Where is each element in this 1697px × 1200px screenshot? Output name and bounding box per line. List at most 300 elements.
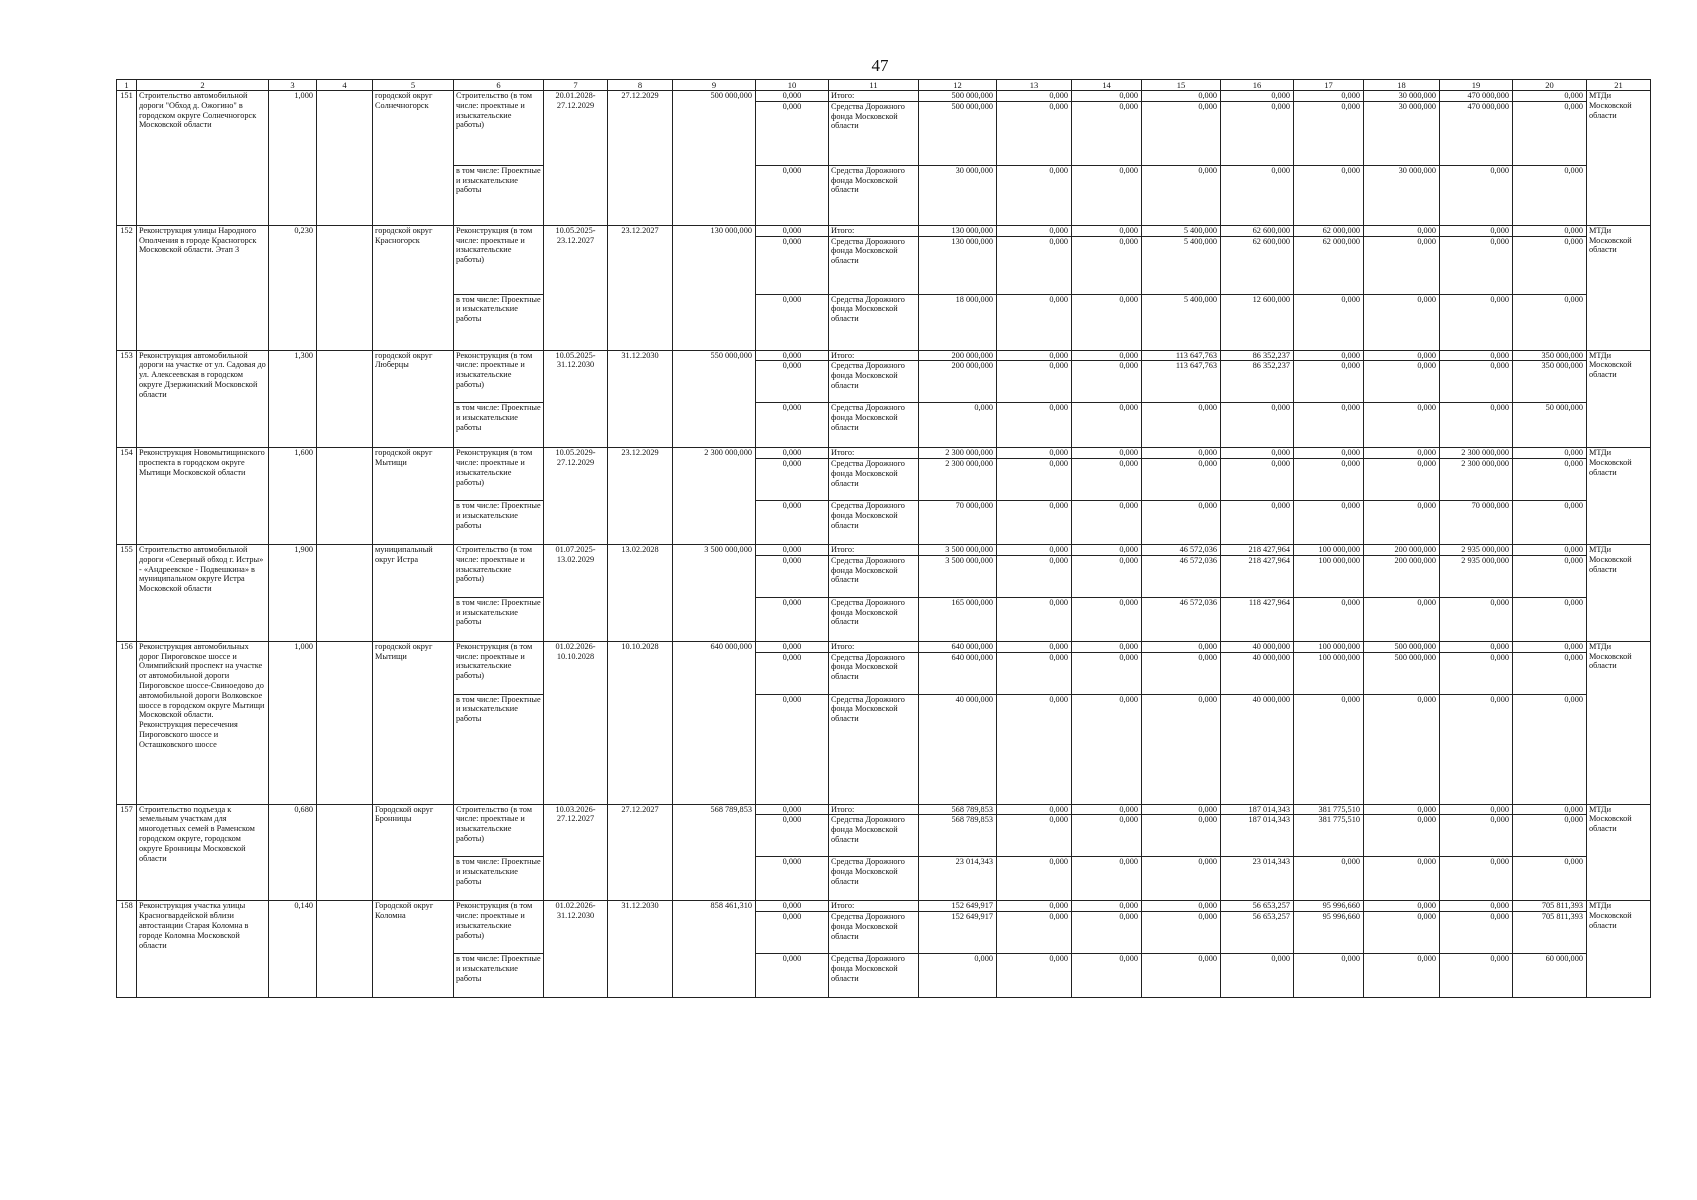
funding-amount: 0,000 (1221, 403, 1294, 448)
funding-amount: 0,000 (1364, 694, 1440, 804)
column-number-header: 5 (373, 80, 454, 91)
funding-amount: 0,000 (1142, 804, 1221, 815)
work-subtype: в том числе: Проектные и изыскательские работы (454, 501, 544, 545)
funding-amount: 0,000 (1513, 225, 1587, 236)
funding-amount: 381 775,510 (1294, 815, 1364, 857)
column-number-header: 11 (829, 80, 919, 91)
funding-amount: 0,000 (1440, 165, 1513, 225)
funding-amount: 0,000 (1364, 815, 1440, 857)
funding-source: Средства Дорожного фонда Московской области (829, 236, 919, 294)
funding-amount: 0,000 (1294, 597, 1364, 641)
funding-amount: 0,000 (997, 641, 1072, 652)
funding-amount: 500 000,000 (919, 91, 997, 102)
funding-amount: 62 600,000 (1221, 236, 1294, 294)
work-type: Строительство (в том числе: проектные и изыскательские работы) (454, 91, 544, 166)
funding-amount: 86 352,237 (1221, 361, 1294, 403)
work-type: Реконструкция (в том числе: проектные и изыскательские работы) (454, 448, 544, 501)
work-type: Реконструкция (в том числе: проектные и изыскательские работы) (454, 901, 544, 954)
funding-amount: 12 600,000 (1221, 294, 1294, 350)
funding-source: Средства Дорожного фонда Московской области (829, 361, 919, 403)
work-type: Строительство (в том числе: проектные и изыскательские работы) (454, 545, 544, 598)
funding-amount: 0,000 (919, 954, 997, 998)
table-row (117, 91, 1651, 102)
funding-amount: 200 000,000 (919, 361, 997, 403)
funding-amount: 0,000 (1294, 361, 1364, 403)
work-period: 01.02.2026-31.12.2030 (544, 901, 608, 998)
responsible-agency: МТДи Московской области (1587, 804, 1651, 901)
municipality: городской округ Солнечногорск (373, 91, 454, 226)
estimated-cost: 500 000,000 (673, 91, 756, 226)
object-name: Реконструкция автомобильных дорог Пироговское шоссе и Олимпийский проспект на участке от автомобильной дороги Пироговское шоссе-Свиноедово до автомобильной дороги Волковское шоссе в городском округе Мытищи Московской области. Реконструкция пересечения Пироговского шоссе и Осташковского шоссе (137, 641, 269, 804)
funding-amount: 118 427,964 (1221, 597, 1294, 641)
funding-amount: 56 653,257 (1221, 901, 1294, 912)
funding-amount: 0,000 (997, 459, 1072, 501)
work-type: Реконструкция (в том числе: проектные и изыскательские работы) (454, 225, 544, 294)
funding-amount: 0,000 (1513, 641, 1587, 652)
funding-amount: 0,000 (1142, 912, 1221, 954)
funding-amount: 0,000 (997, 501, 1072, 545)
funding-amount: 0,000 (1364, 501, 1440, 545)
funding-amount: 0,000 (1513, 91, 1587, 102)
funding-source: Средства Дорожного фонда Московской области (829, 459, 919, 501)
funding-amount: 0,000 (1072, 912, 1142, 954)
length-km: 1,000 (269, 91, 317, 226)
funding-amount: 40 000,000 (1221, 694, 1294, 804)
funding-amount: 0,000 (1513, 294, 1587, 350)
funding-amount: 0,000 (1072, 641, 1142, 652)
length-km: 1,900 (269, 545, 317, 642)
funding-amount: 568 789,853 (919, 804, 997, 815)
funding-amount: 0,000 (1440, 641, 1513, 652)
funding-amount: 2 300 000,000 (919, 459, 997, 501)
funding-amount: 0,000 (1142, 501, 1221, 545)
funding-amount: 0,000 (997, 545, 1072, 556)
funding-source: Средства Дорожного фонда Московской области (829, 857, 919, 901)
funding-amount: 0,000 (997, 165, 1072, 225)
length-km: 1,600 (269, 448, 317, 545)
completion-date: 27.12.2029 (608, 91, 673, 226)
funding-amount: 0,000 (1364, 448, 1440, 459)
column-number-header: 20 (1513, 80, 1587, 91)
funding-amount: 0,000 (1221, 501, 1294, 545)
completion-date: 13.02.2028 (608, 545, 673, 642)
funding-source: Средства Дорожного фонда Московской области (829, 165, 919, 225)
financed-before: 0,000 (756, 403, 829, 448)
row-number: 156 (117, 641, 137, 804)
responsible-agency: МТДи Московской области (1587, 91, 1651, 226)
funding-amount: 0,000 (1294, 459, 1364, 501)
funding-amount: 0,000 (997, 448, 1072, 459)
funding-amount: 40 000,000 (919, 694, 997, 804)
funding-amount: 0,000 (1364, 236, 1440, 294)
funding-amount: 0,000 (1072, 361, 1142, 403)
funding-amount: 500 000,000 (1364, 641, 1440, 652)
funding-source: Средства Дорожного фонда Московской области (829, 652, 919, 694)
funding-amount: 46 572,036 (1142, 597, 1221, 641)
responsible-agency: МТДи Московской области (1587, 225, 1651, 350)
funding-amount: 0,000 (997, 652, 1072, 694)
column-4-cell (317, 641, 373, 804)
funding-amount: 568 789,853 (919, 815, 997, 857)
funding-amount: 0,000 (1142, 448, 1221, 459)
municipality: городской округ Мытищи (373, 448, 454, 545)
column-number-header: 10 (756, 80, 829, 91)
funding-amount: 2 300 000,000 (919, 448, 997, 459)
funding-amount: 0,000 (997, 225, 1072, 236)
funding-amount: 0,000 (1142, 694, 1221, 804)
table-row (117, 545, 1651, 556)
length-km: 1,000 (269, 641, 317, 804)
column-number-header: 16 (1221, 80, 1294, 91)
funding-amount: 0,000 (1440, 597, 1513, 641)
length-km: 1,300 (269, 350, 317, 448)
work-period: 10.03.2026-27.12.2027 (544, 804, 608, 901)
estimated-cost: 3 500 000,000 (673, 545, 756, 642)
financed-before: 0,000 (756, 912, 829, 954)
work-subtype: в том числе: Проектные и изыскательские работы (454, 165, 544, 225)
table-row (117, 350, 1651, 361)
funding-amount: 62 600,000 (1221, 225, 1294, 236)
funding-amount: 470 000,000 (1440, 91, 1513, 102)
financed-before: 0,000 (756, 857, 829, 901)
funding-amount: 0,000 (1072, 350, 1142, 361)
funding-amount: 0,000 (1364, 225, 1440, 236)
funding-amount: 0,000 (997, 555, 1072, 597)
funding-amount: 0,000 (1440, 804, 1513, 815)
funding-amount: 0,000 (1513, 652, 1587, 694)
funding-amount: 0,000 (1072, 857, 1142, 901)
completion-date: 23.12.2029 (608, 448, 673, 545)
funding-amount: 187 014,343 (1221, 815, 1294, 857)
work-subtype: в том числе: Проектные и изыскательские работы (454, 954, 544, 998)
funding-amount: 0,000 (1294, 954, 1364, 998)
funding-amount: 0,000 (1440, 403, 1513, 448)
funding-amount: 23 014,343 (919, 857, 997, 901)
funding-amount: 0,000 (1221, 459, 1294, 501)
work-type: Реконструкция (в том числе: проектные и изыскательские работы) (454, 641, 544, 694)
table-row (117, 641, 1651, 652)
length-km: 0,230 (269, 225, 317, 350)
work-subtype: в том числе: Проектные и изыскательские работы (454, 403, 544, 448)
funding-amount: 0,000 (1221, 165, 1294, 225)
column-number-header: 4 (317, 80, 373, 91)
funding-amount: 0,000 (1364, 901, 1440, 912)
funding-amount: 0,000 (1513, 545, 1587, 556)
funding-amount: 0,000 (1513, 501, 1587, 545)
municipality: городской округ Люберцы (373, 350, 454, 448)
funding-amount: 46 572,036 (1142, 555, 1221, 597)
funding-amount: 2 300 000,000 (1440, 459, 1513, 501)
funding-amount: 0,000 (1142, 901, 1221, 912)
column-number-header: 1 (117, 80, 137, 91)
funding-amount: 0,000 (1142, 857, 1221, 901)
funding-amount: 0,000 (997, 294, 1072, 350)
work-period: 01.07.2025-13.02.2029 (544, 545, 608, 642)
funding-amount: 0,000 (997, 815, 1072, 857)
funding-source: Итого: (829, 448, 919, 459)
funding-amount: 0,000 (1072, 954, 1142, 998)
funding-amount: 0,000 (997, 236, 1072, 294)
financed-before: 0,000 (756, 545, 829, 556)
column-4-cell (317, 901, 373, 998)
row-number: 158 (117, 901, 137, 998)
funding-amount: 0,000 (1513, 815, 1587, 857)
funding-amount: 0,000 (997, 694, 1072, 804)
funding-source: Итого: (829, 901, 919, 912)
work-period: 10.05.2029-27.12.2029 (544, 448, 608, 545)
responsible-agency: МТДи Московской области (1587, 545, 1651, 642)
column-number-header: 3 (269, 80, 317, 91)
table-row (117, 901, 1651, 912)
funding-amount: 0,000 (1142, 954, 1221, 998)
funding-amount: 0,000 (1294, 694, 1364, 804)
completion-date: 23.12.2027 (608, 225, 673, 350)
funding-amount: 0,000 (1440, 225, 1513, 236)
financed-before: 0,000 (756, 501, 829, 545)
funding-amount: 0,000 (1072, 545, 1142, 556)
object-name: Реконструкция улицы Народного Ополчения в городе Красногорск Московской области. Этап 3 (137, 225, 269, 350)
funding-amount: 0,000 (1142, 91, 1221, 102)
column-number-header: 21 (1587, 80, 1651, 91)
funding-amount: 0,000 (997, 804, 1072, 815)
funding-amount: 0,000 (1364, 804, 1440, 815)
funding-amount: 0,000 (1221, 954, 1294, 998)
funding-amount: 0,000 (1221, 101, 1294, 165)
funding-amount: 62 000,000 (1294, 225, 1364, 236)
funding-amount: 640 000,000 (919, 641, 997, 652)
funding-source: Средства Дорожного фонда Московской области (829, 555, 919, 597)
funding-source: Средства Дорожного фонда Московской области (829, 815, 919, 857)
completion-date: 10.10.2028 (608, 641, 673, 804)
column-4-cell (317, 804, 373, 901)
funding-amount: 23 014,343 (1221, 857, 1294, 901)
funding-amount: 0,000 (1072, 459, 1142, 501)
funding-amount: 0,000 (1294, 165, 1364, 225)
funding-amount: 0,000 (1072, 101, 1142, 165)
funding-source: Средства Дорожного фонда Московской области (829, 403, 919, 448)
funding-amount: 200 000,000 (1364, 555, 1440, 597)
object-name: Реконструкция Новомытищинского проспекта в городском округе Мытищи Московской области (137, 448, 269, 545)
funding-amount: 3 500 000,000 (919, 545, 997, 556)
funding-source: Итого: (829, 225, 919, 236)
financed-before: 0,000 (756, 804, 829, 815)
column-4-cell (317, 448, 373, 545)
funding-amount: 50 000,000 (1513, 403, 1587, 448)
funding-amount: 0,000 (1294, 501, 1364, 545)
row-number: 155 (117, 545, 137, 642)
financed-before: 0,000 (756, 101, 829, 165)
estimated-cost: 568 789,853 (673, 804, 756, 901)
funding-amount: 70 000,000 (1440, 501, 1513, 545)
funding-amount: 0,000 (1072, 901, 1142, 912)
object-name: Строительство автомобильной дороги «Северный обход г. Истры» - «Андреевское - Подвешкина» в муниципальном округе Истра Московской области (137, 545, 269, 642)
funding-amount: 100 000,000 (1294, 652, 1364, 694)
funding-amount: 0,000 (1142, 815, 1221, 857)
funding-amount: 0,000 (1440, 652, 1513, 694)
funding-amount: 200 000,000 (1364, 545, 1440, 556)
row-number: 151 (117, 91, 137, 226)
funding-amount: 0,000 (1072, 597, 1142, 641)
financed-before: 0,000 (756, 954, 829, 998)
funding-amount: 0,000 (1440, 815, 1513, 857)
responsible-agency: МТДи Московской области (1587, 448, 1651, 545)
column-number-header: 13 (997, 80, 1072, 91)
estimated-cost: 640 000,000 (673, 641, 756, 804)
funding-amount: 0,000 (997, 91, 1072, 102)
funding-source: Средства Дорожного фонда Московской области (829, 597, 919, 641)
column-number-header: 8 (608, 80, 673, 91)
funding-amount: 5 400,000 (1142, 236, 1221, 294)
municipality: муниципальный округ Истра (373, 545, 454, 642)
funding-amount: 0,000 (1142, 652, 1221, 694)
work-subtype: в том числе: Проектные и изыскательские работы (454, 597, 544, 641)
funding-amount: 62 000,000 (1294, 236, 1364, 294)
municipality: городской округ Мытищи (373, 641, 454, 804)
funding-amount: 100 000,000 (1294, 555, 1364, 597)
financed-before: 0,000 (756, 815, 829, 857)
funding-amount: 0,000 (1364, 912, 1440, 954)
funding-amount: 0,000 (1364, 403, 1440, 448)
column-4-cell (317, 225, 373, 350)
funding-amount: 218 427,964 (1221, 555, 1294, 597)
table-row (117, 804, 1651, 815)
funding-amount: 0,000 (1072, 448, 1142, 459)
row-number: 152 (117, 225, 137, 350)
column-4-cell (317, 91, 373, 226)
funding-amount: 0,000 (1072, 555, 1142, 597)
financed-before: 0,000 (756, 597, 829, 641)
funding-amount: 0,000 (997, 954, 1072, 998)
funding-amount: 152 649,917 (919, 912, 997, 954)
municipality: Городской округ Бронницы (373, 804, 454, 901)
program-table (116, 79, 1651, 998)
funding-amount: 0,000 (1440, 954, 1513, 998)
work-period: 20.01.2028-27.12.2029 (544, 91, 608, 226)
row-number: 154 (117, 448, 137, 545)
funding-amount: 5 400,000 (1142, 294, 1221, 350)
funding-amount: 100 000,000 (1294, 545, 1364, 556)
length-km: 0,680 (269, 804, 317, 901)
funding-amount: 187 014,343 (1221, 804, 1294, 815)
funding-amount: 0,000 (1142, 459, 1221, 501)
funding-amount: 152 649,917 (919, 901, 997, 912)
funding-amount: 640 000,000 (919, 652, 997, 694)
funding-amount: 30 000,000 (1364, 101, 1440, 165)
funding-amount: 0,000 (1072, 804, 1142, 815)
financed-before: 0,000 (756, 448, 829, 459)
funding-amount: 0,000 (997, 857, 1072, 901)
funding-amount: 0,000 (1294, 403, 1364, 448)
table-row (117, 225, 1651, 236)
funding-amount: 30 000,000 (1364, 165, 1440, 225)
funding-amount: 0,000 (997, 403, 1072, 448)
completion-date: 31.12.2030 (608, 901, 673, 998)
funding-amount: 0,000 (1440, 350, 1513, 361)
funding-amount: 0,000 (1513, 597, 1587, 641)
funding-amount: 0,000 (1294, 857, 1364, 901)
funding-amount: 0,000 (1072, 694, 1142, 804)
funding-amount: 0,000 (1294, 350, 1364, 361)
funding-source: Итого: (829, 91, 919, 102)
work-period: 10.05.2025-31.12.2030 (544, 350, 608, 448)
funding-amount: 0,000 (1072, 403, 1142, 448)
table-body (117, 80, 1651, 998)
table-row (117, 448, 1651, 459)
funding-amount: 0,000 (1072, 91, 1142, 102)
financed-before: 0,000 (756, 236, 829, 294)
funding-amount: 60 000,000 (1513, 954, 1587, 998)
financed-before: 0,000 (756, 350, 829, 361)
funding-amount: 2 935 000,000 (1440, 545, 1513, 556)
funding-amount: 0,000 (1440, 857, 1513, 901)
funding-amount: 18 000,000 (919, 294, 997, 350)
funding-amount: 0,000 (1513, 165, 1587, 225)
funding-amount: 0,000 (1072, 501, 1142, 545)
financed-before: 0,000 (756, 555, 829, 597)
funding-amount: 0,000 (1072, 815, 1142, 857)
funding-amount: 0,000 (1294, 294, 1364, 350)
work-period: 10.05.2025-23.12.2027 (544, 225, 608, 350)
funding-amount: 0,000 (1364, 361, 1440, 403)
funding-amount: 2 300 000,000 (1440, 448, 1513, 459)
funding-amount: 350 000,000 (1513, 350, 1587, 361)
object-name: Реконструкция участка улицы Красногвардейской вблизи автостанции Старая Коломна в городе Коломна Московской области (137, 901, 269, 998)
funding-amount: 0,000 (1142, 165, 1221, 225)
funding-amount: 0,000 (1072, 236, 1142, 294)
funding-amount: 705 811,393 (1513, 901, 1587, 912)
funding-amount: 0,000 (1072, 225, 1142, 236)
object-name: Строительство автомобильной дороги "Обход д. Ожогино" в городском округе Солнечногорск Московской области (137, 91, 269, 226)
funding-source: Итого: (829, 804, 919, 815)
funding-amount: 0,000 (1513, 555, 1587, 597)
financed-before: 0,000 (756, 294, 829, 350)
column-number-header: 19 (1440, 80, 1513, 91)
funding-amount: 40 000,000 (1221, 652, 1294, 694)
row-number: 157 (117, 804, 137, 901)
responsible-agency: МТДи Московской области (1587, 641, 1651, 804)
funding-amount: 95 996,660 (1294, 912, 1364, 954)
funding-amount: 0,000 (1294, 91, 1364, 102)
funding-amount: 30 000,000 (1364, 91, 1440, 102)
funding-amount: 0,000 (1440, 912, 1513, 954)
funding-source: Итого: (829, 350, 919, 361)
funding-amount: 0,000 (1513, 459, 1587, 501)
funding-amount: 56 653,257 (1221, 912, 1294, 954)
funding-amount: 0,000 (1440, 236, 1513, 294)
funding-amount: 381 775,510 (1294, 804, 1364, 815)
funding-amount: 218 427,964 (1221, 545, 1294, 556)
funding-source: Итого: (829, 545, 919, 556)
financed-before: 0,000 (756, 901, 829, 912)
funding-amount: 0,000 (1364, 954, 1440, 998)
municipality: Городской округ Коломна (373, 901, 454, 998)
funding-amount: 350 000,000 (1513, 361, 1587, 403)
column-number-header: 9 (673, 80, 756, 91)
financed-before: 0,000 (756, 361, 829, 403)
funding-amount: 165 000,000 (919, 597, 997, 641)
page-number: 47 (871, 56, 889, 75)
funding-source: Средства Дорожного фонда Московской области (829, 501, 919, 545)
financed-before: 0,000 (756, 694, 829, 804)
responsible-agency: МТДи Московской области (1587, 901, 1651, 998)
financed-before: 0,000 (756, 91, 829, 102)
funding-amount: 0,000 (1072, 652, 1142, 694)
row-number: 153 (117, 350, 137, 448)
funding-amount: 0,000 (997, 361, 1072, 403)
funding-amount: 0,000 (1221, 91, 1294, 102)
funding-amount: 95 996,660 (1294, 901, 1364, 912)
length-km: 0,140 (269, 901, 317, 998)
